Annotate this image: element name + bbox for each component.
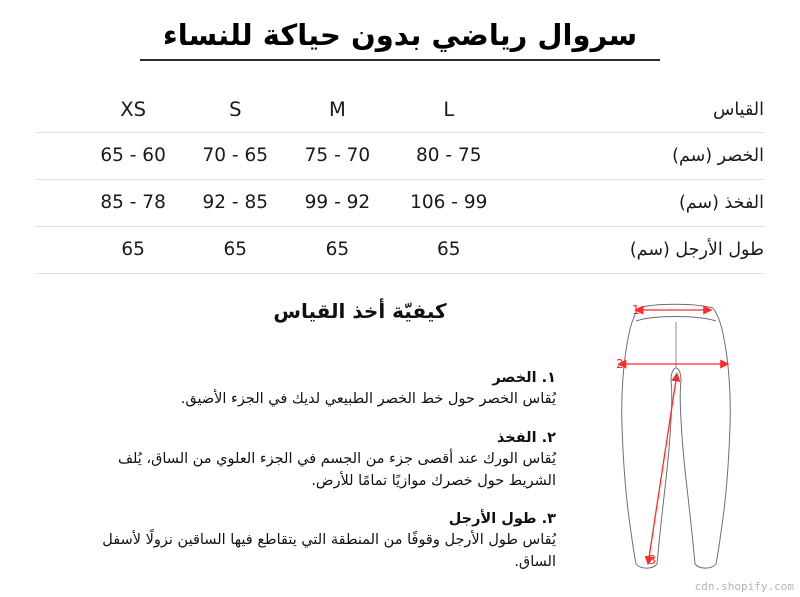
- hip-value-l: 106 - 99: [389, 179, 510, 226]
- table-header-row: [36, 88, 764, 132]
- how-to-measure-instructions: [96, 368, 556, 574]
- size-chart-table: [36, 88, 764, 274]
- table-header-size-m: M: [286, 88, 388, 132]
- table-header-size-s: S: [184, 88, 286, 132]
- leggings-measurement-diagram: [592, 292, 797, 582]
- page-title-text: سروال رياضي بدون حياكة للنساء: [162, 18, 638, 52]
- waist-value-s: 70 - 65: [184, 132, 286, 179]
- instruction-title-hip: ٢. الفخذ: [496, 429, 556, 446]
- page-title: [0, 18, 800, 61]
- instruction-body-leg-length: يُقاس طول الأرجل وقوفًا من المنطقة التي يتقاطع فيها الساقين نزولًا لأسفل الساق.: [102, 532, 556, 571]
- table-spacer-cell: [36, 88, 82, 132]
- instruction-item-waist: [96, 368, 556, 411]
- row-label-leg-length: طول الأرجل (سم): [509, 226, 764, 273]
- hip-value-m: 99 - 92: [286, 179, 388, 226]
- measurement-arrow-hip: [616, 357, 728, 371]
- table-header-label: القياس: [509, 88, 764, 132]
- leg-length-value-s: 65: [184, 226, 286, 273]
- table-row-hip: [36, 179, 764, 226]
- table-spacer-cell: [36, 179, 82, 226]
- how-to-measure-heading: كيفيّة أخذ القياس: [273, 299, 447, 323]
- instruction-title-waist: ١. الخصر: [492, 370, 556, 386]
- instruction-item-leg-length: [96, 509, 556, 574]
- title-underline-divider: [140, 59, 660, 61]
- instruction-item-hip: [96, 428, 556, 493]
- row-label-hip: الفخذ (سم): [509, 179, 764, 226]
- waist-value-m: 75 - 70: [286, 132, 388, 179]
- instruction-body-hip: يُقاس الورك عند أقصى جزء من الجسم في الجزء العلوي من الساق، يُلف الشريط حول خصرك موازيًا تمامًا للأرض.: [117, 450, 556, 489]
- waist-value-l: 80 - 75: [389, 132, 510, 179]
- table-header-size-xs: L: [389, 88, 510, 132]
- leg-length-value-m: 65: [286, 226, 388, 273]
- measurement-label-leg-length: 3: [648, 553, 656, 567]
- table-header-size-l: XS: [82, 88, 184, 132]
- hip-value-s: 92 - 85: [184, 179, 286, 226]
- instruction-body-waist: يُقاس الخصر حول خط الخصر الطبيعي لديك في الجزء الأضيق.: [180, 391, 556, 408]
- table-row-leg-length: [36, 226, 764, 273]
- measurement-arrow-leg-length: [648, 380, 676, 567]
- instruction-title-leg-length: ٣. طول الأرجل: [448, 511, 556, 528]
- waist-value-xs: 65 - 60: [82, 132, 184, 179]
- table-row-waist: [36, 132, 764, 179]
- leg-length-value-xs: 65: [82, 226, 184, 273]
- measurement-label-hip: 2: [616, 357, 624, 371]
- table-spacer-cell: [36, 132, 82, 179]
- measurement-label-waist: 1: [632, 303, 640, 317]
- source-watermark: cdn.shopify.com: [694, 580, 794, 593]
- row-label-waist: الخصر (سم): [509, 132, 764, 179]
- leggings-outline-icon: [622, 304, 731, 568]
- leg-length-value-l: 65: [389, 226, 510, 273]
- hip-value-xs: 85 - 78: [82, 179, 184, 226]
- table-spacer-cell: [36, 226, 82, 273]
